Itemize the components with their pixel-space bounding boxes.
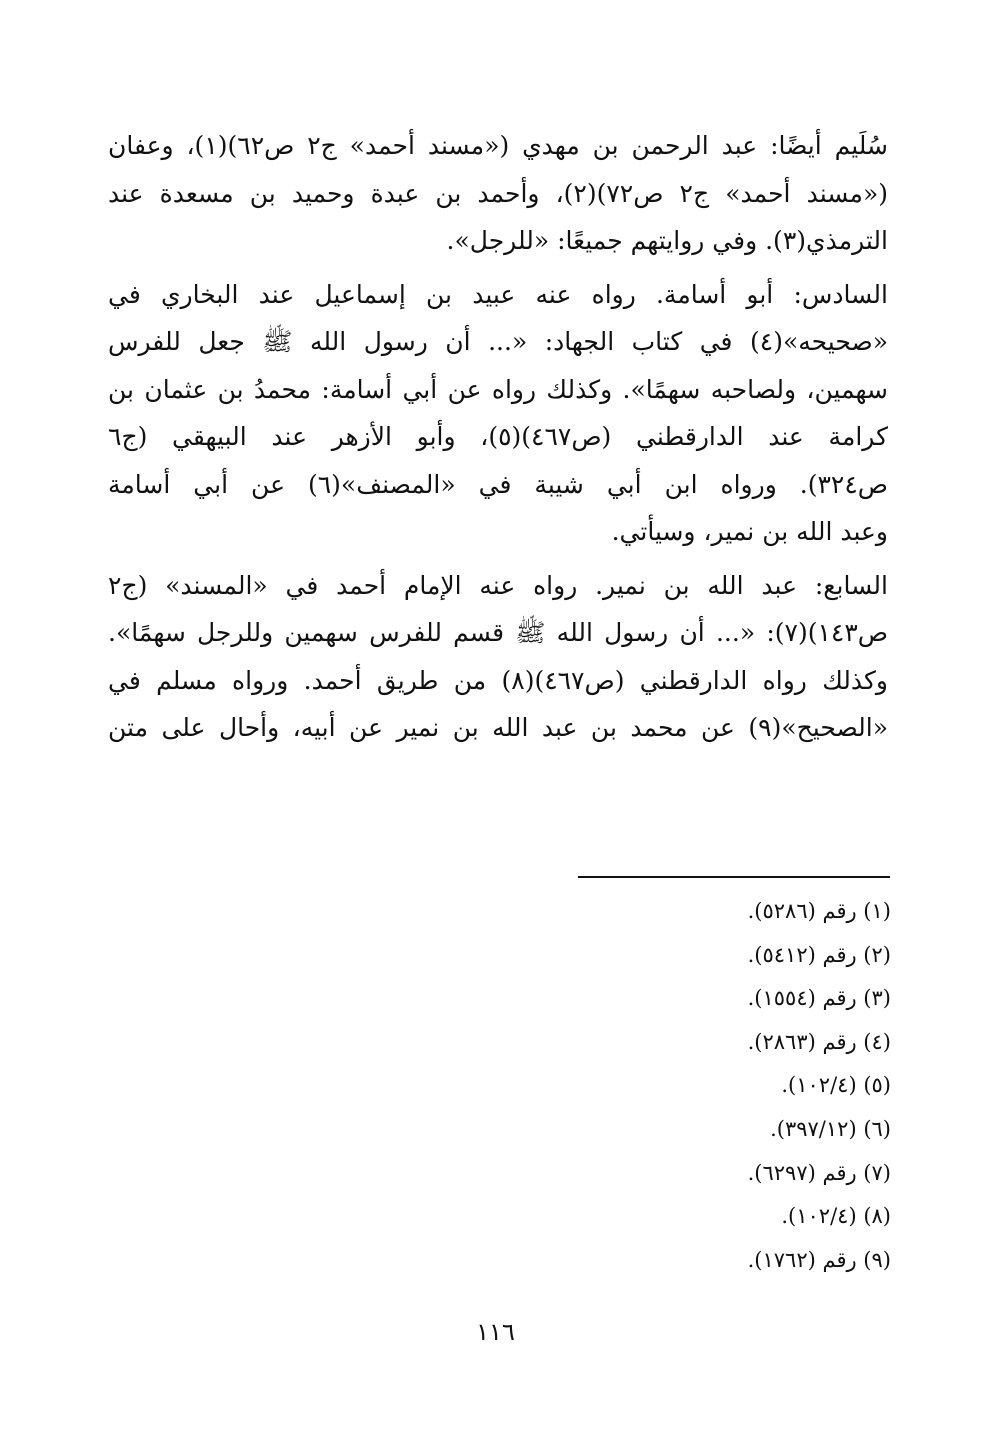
text-line: سهمين، ولصاحبه سهمًا». وكذلك رواه عن أبي أسامة: محمدُ بن عثمان بن (108, 374, 888, 404)
text-line: كرامة عند الدارقطني (ص٤٦٧)(٥)، وأبو الأزهر عند البيهقي (ج٦ (108, 422, 888, 451)
text-line: ص٣٢٤). ورواه ابن أبي شيبة في «المصنف»(٦) عن أبي أسامة (108, 469, 888, 499)
footnote: (٩) رقم (١٧٦٢). (747, 1247, 891, 1272)
text-line: الترمذي(٣). وفي روايتهم جميعًا: «للرجل». (446, 226, 888, 255)
footnote: (٥) (١٠٢/٤). (781, 1073, 891, 1098)
footnote: (٨) (١٠٢/٤). (781, 1204, 891, 1229)
text-line: «الصحيح»(٩) عن محمد بن عبد الله بن نمير عن أبيه، وأحال على متن (108, 713, 888, 742)
footnote: (٤) رقم (٢٨٦٣). (747, 1029, 891, 1054)
text-line: ص١٤٣)(٧): «... أن رسول الله ﷺ قسم للفرس سهمين وللرجل سهمًا». (108, 618, 888, 647)
footnote: (٦) (٣٩٧/١٢). (770, 1116, 891, 1141)
footnote-divider (578, 876, 890, 878)
footnote: (٧) رقم (٦٢٩٧). (747, 1160, 891, 1185)
main-text (108, 122, 888, 752)
text-line: السابع: عبد الله بن نمير. رواه عنه الإمام أحمد في «المسند» (ج٢ (108, 570, 888, 600)
paragraph-1 (108, 122, 888, 265)
text-line: سُلَيم أيضًا: عبد الرحمن بن مهدي («مسند أحمد» ج٢ ص٦٢)(١)، وعفان (108, 131, 888, 160)
text-line: وكذلك رواه الدارقطني (ص٤٦٧)(٨) من طريق أحمد. ورواه مسلم في (108, 665, 888, 695)
page-number: ١١٦ (476, 1318, 515, 1346)
footnote: (٢) رقم (٥٤١٢). (747, 942, 891, 967)
footnote: (٣) رقم (١٥٥٤). (747, 986, 891, 1011)
text-line: وعبد الله بن نمير، وسيأتي. (611, 517, 888, 546)
footnote: (١) رقم (٥٢٨٦). (747, 899, 891, 923)
paragraph-2 (108, 271, 888, 556)
text-line: («مسند أحمد» ج٢ ص٧٢)(٢)، وأحمد بن عبدة وحميد بن مسعدة عند (108, 178, 888, 208)
text-line: «صحيحه»(٤) في كتاب الجهاد: «... أن رسول الله ﷺ جعل للفرس (108, 327, 888, 356)
footnotes-list (491, 890, 891, 1282)
text-line: السادس: أبو أسامة. رواه عنه عبيد بن إسماعيل عند البخاري في (108, 279, 888, 309)
paragraph-3 (108, 562, 888, 752)
